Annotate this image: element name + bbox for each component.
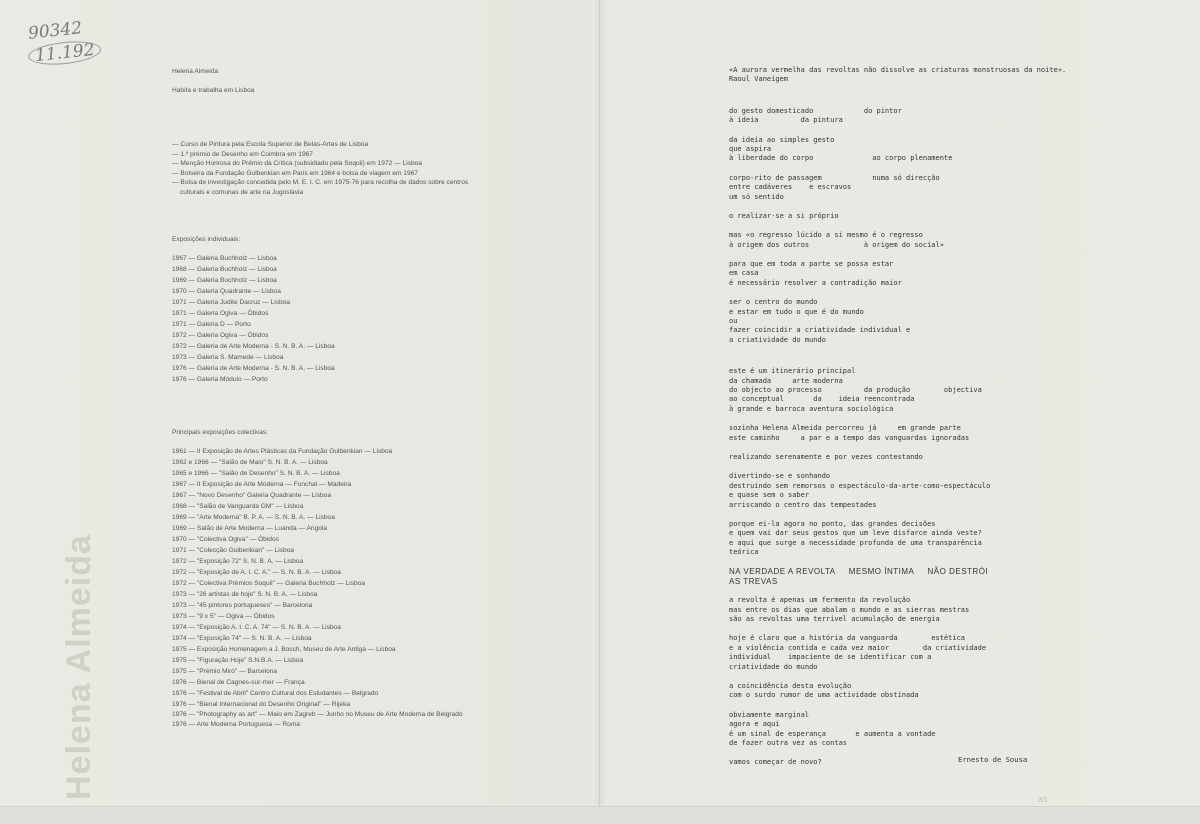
group-exhibitions-list	[172, 446, 472, 731]
group-exhibition: 1976 — Bienal de Cagnes-sur-mer — França	[172, 678, 305, 686]
group-exhibition: 1971 — "Colecção Gulbenkian" — Lisboa	[172, 546, 294, 554]
poem-stanza	[729, 596, 999, 624]
solo-exhibition: 1971 — Galeria Judite Dacruz — Lisboa	[172, 298, 291, 306]
solo-exhibition: 1967 — Galeria Buchholz — Lisboa	[172, 254, 277, 262]
poem-line: à liberdade do corpo ao corpo plenamente	[729, 154, 953, 163]
poem-stanza	[729, 682, 999, 701]
poem-stanza	[729, 453, 999, 462]
poem-line: sozinha Helena Almeida percorreu já em grande parte	[729, 424, 961, 433]
solo-exhibition: 1973 — Galeria S. Mamede — Lisboa	[172, 353, 284, 361]
group-exhibition: 1972 — "Exposição de A. I. C. A." — S. N. B. A. — Lisboa	[172, 568, 341, 576]
poem-stanza	[729, 424, 999, 443]
poem-line: da ideia ao simples gesto	[729, 135, 835, 144]
solo-exhibition: 1971 — Galeria D — Porto	[172, 320, 251, 328]
poem-line: à origem dos outros à origem do social»	[729, 240, 944, 249]
poem-line: à ideia da pintura	[729, 116, 843, 125]
bio-item: — Bolseira da Fundação Gulbenkian em Paris em 1964 e bolsa de viagem em 1967	[172, 169, 418, 177]
group-exhibition: 1973 — "45 pintores portugueses" — Barcelona	[172, 601, 313, 609]
poem-stanza	[729, 298, 999, 345]
show-through-text: Helena Almeida	[60, 534, 98, 800]
group-exhibition: 1976 — Arte Moderna Portuguesa — Roma	[172, 721, 300, 729]
poem-line: e estar em tudo o que é do mundo	[729, 307, 864, 316]
poem-line: do gesto domesticado do pintor	[729, 106, 902, 115]
group-exhibition: 1973 — "26 artistas de hoje" S. N. B. A. — Lisboa	[172, 590, 318, 598]
poem-line: entre cadáveres e escravos	[729, 183, 852, 192]
poem-line: é um sinal de esperança e aumenta a vontade	[729, 729, 936, 738]
group-exhibition: 1975 — Exposição Homenagem a J. Bosch, Museu de Arte Antiga — Lisboa	[172, 645, 396, 653]
group-exhibition: 1974 — "Exposição 74" — S. N. B. A. — Lisboa	[172, 634, 312, 642]
poem-line: em casa	[729, 269, 759, 278]
handwritten-circled-number: 11.192	[27, 38, 102, 68]
poem-line: que aspira	[729, 144, 772, 153]
poem-line: agora e aqui	[729, 720, 780, 729]
solo-exhibition: 1972 — Galeria de Arte Moderna - S. N. B. A. — Lisboa	[172, 342, 335, 350]
artist-name: Helena Almeida	[172, 68, 219, 75]
poem-stanza	[729, 367, 999, 414]
poem-stanza	[729, 260, 999, 288]
group-exhibition: 1973 — "9 x 5" — Ogiva — Óbidos	[172, 612, 275, 620]
poem-line: porque ei-la agora no ponto, das grandes decisões	[729, 519, 936, 528]
poem-line-emphasis: AS TREVAS	[729, 576, 778, 586]
poem-line: à grande e barroca aventura sociológica	[729, 404, 894, 413]
poem-line: com o surdo rumor de uma actividade obstinada	[729, 691, 919, 700]
group-exhibition: 1968 — "Salão de Vanguarda GM" — Lisboa	[172, 502, 304, 510]
poem-line: são as revoltas uma terrível acumulação de energia	[729, 615, 940, 624]
group-exhibition: 1967 — "Novo Desenho" Galeria Quadrante — Lisboa	[172, 491, 331, 499]
poem-stanza	[729, 107, 999, 126]
poem-line: mas entre os dias que abalam o mundo e as sierras mestras	[729, 605, 970, 614]
solo-exhibitions-list	[172, 253, 472, 385]
group-exhibition: 1976 — "Festival de Abril" Centro Cultural dos Estudantes — Belgrado	[172, 689, 379, 697]
poem-line: individual impaciente de se identificar com a	[729, 653, 932, 662]
group-exhibition: 1974 — "Exposição A. I. C. A. 74" — S. N. B. A. — Lisboa	[172, 623, 341, 631]
poem-line: este caminho a par e a tempo das vanguardas ignoradas	[729, 433, 970, 442]
group-exhibition: 1967 — II Exposição de Arte Moderna — Funchal — Madeira	[172, 480, 352, 488]
poem-line: mas «o regresso lúcido a si mesmo é o regresso	[729, 231, 923, 240]
group-exhibition: 1961 — II Exposição de Artes Plásticas da Fundação Gulbenkian — Lisboa	[172, 447, 393, 455]
poem-stanza	[729, 231, 999, 250]
poem-line: ou	[729, 317, 738, 326]
poem-line: a revolta é apenas um fermento da revolução	[729, 596, 911, 605]
poem-stanza	[729, 711, 999, 749]
poem-line: para que em toda a parte se possa estar	[729, 260, 894, 269]
poem-line: e quem vai dar seus gestos que um leve disfarce ainda veste?	[729, 529, 982, 538]
solo-exhibition: 1969 — Galeria Buchholz — Lisboa	[172, 276, 277, 284]
poem-line: do objecto ao processo da produção objectiva	[729, 385, 982, 394]
poem-line: e a violência contida e cada vez maior da criatividade	[729, 643, 987, 652]
center-fold	[599, 0, 600, 823]
bio-item: — Menção Honrosa do Prémio da Crítica (subsidiado pela Soquil) em 1972 — Lisboa	[172, 160, 422, 168]
poem-line: obviamente marginal	[729, 710, 810, 719]
poem-line: é necessário resolver a contradição maior	[729, 278, 902, 287]
poem-line-emphasis: NA VERDADE A REVOLTA MESMO ÍNTIMA NÃO DESTRÓI	[729, 567, 989, 577]
poem-stanza	[729, 136, 999, 164]
poem-line: e aqui que surge a necessidade profunda de uma transparência	[729, 538, 982, 547]
group-exhibitions-heading: Principais exposições colectivas:	[172, 428, 269, 436]
poem-line: criatividade do mundo	[729, 662, 818, 671]
handwritten-inventory-notes	[27, 18, 101, 67]
solo-exhibition: 1971 — Galeria Ogiva — Óbidos	[172, 309, 269, 317]
group-exhibition: 1975 — "Figuração Hoje" S.N.B.A. — Lisboa	[172, 656, 304, 664]
poem-stanza	[729, 212, 999, 221]
poem-line: um só sentido	[729, 192, 784, 201]
poem-stanza	[729, 520, 999, 558]
poem-stanza	[729, 174, 999, 202]
poem-line: da chamada arte moderna	[729, 376, 843, 385]
poem-line: destruindo sem remorsos o espectáculo-da-arte-como-espectáculo	[729, 481, 991, 490]
group-exhibition: 1969 — Salão de Arte Moderna — Luanda — Angola	[172, 524, 328, 532]
bio-item: — Curso de Pintura pela Escola Superior de Belas-Artes de Lisboa	[172, 141, 369, 148]
group-exhibition: 1965 e 1966 — "Salão de Desenho" S. N. B. A. — Lisboa	[172, 469, 340, 477]
group-exhibition: 1972 — "Colectiva Prémios Soquil" — Galeria Buchholz — Lisboa	[172, 579, 366, 587]
right-page	[729, 66, 1067, 768]
poem-line: teórica	[729, 548, 759, 557]
poem-line: a coincidência desta evolução	[729, 681, 852, 690]
group-exhibition: 1976 — "Photography as art" — Maio em Zagreb — Junho no Museu de Arte Moderna de Belgrado	[172, 710, 463, 718]
author-signature: Ernesto de Sousa	[958, 755, 1028, 764]
poem-stanza	[729, 472, 999, 510]
bio-item: — Bolsa de investigação concedida pelo M. E. I. C. em 1975-76 para recolha de dados sobre centros culturais e comunas de arte na Jugoslávia	[172, 179, 469, 196]
page-marks: 3/1	[1038, 797, 1048, 804]
poem-line: corpo-rito de passagem numa só direcção	[729, 173, 940, 182]
poem-line: divertindo-se e sonhando	[729, 472, 831, 481]
handwritten-number: 90342	[27, 18, 84, 44]
poem-line: e quase sem o saber	[729, 491, 810, 500]
left-page	[172, 66, 472, 730]
poem-line: hoje é claro que a história da vanguarda estética	[729, 634, 966, 643]
solo-exhibition: 1972 — Galeria Ogiva — Óbidos	[172, 331, 269, 339]
solo-exhibition: 1976 — Galeria de Arte Moderna - S. N. B. A. — Lisboa	[172, 364, 335, 372]
group-exhibition: 1969 — "Arte Moderna" B. P. A. — S. N. B. A. — Lisboa	[172, 513, 335, 521]
epigraph-quote: «A aurora vermelha das revoltas não dissolve as criaturas monstruosas da noite».	[729, 66, 1067, 74]
epigraph-author: Raoul Vaneigem	[729, 75, 789, 84]
poem-line: realizando serenamente e por vezes contestando	[729, 452, 923, 461]
poem-line: ao conceptual da ideia reencontrada	[729, 395, 915, 404]
artist-residence: Habita e trabalha em Lisboa	[172, 87, 255, 94]
group-exhibition: 1975 — "Prémio Miró" — Barcelona	[172, 667, 278, 675]
poem-line: o realizar-se a si próprio	[729, 211, 839, 220]
solo-exhibition: 1970 — Galeria Quadrante — Lisboa	[172, 287, 281, 295]
bio-list	[172, 140, 472, 198]
group-exhibition: 1972 — "Exposição 72" S. N. B. A. — Lisboa	[172, 557, 304, 565]
poem-emphasis	[729, 567, 999, 586]
poem-line: a criatividade do mundo	[729, 335, 826, 344]
poem-line: vamos começar de novo?	[729, 758, 822, 767]
group-exhibition: 1970 — "Colectiva Ogiva" — Óbidos	[172, 535, 279, 543]
poem-line: fazer coincidir a criatividade individual e	[729, 326, 911, 335]
group-exhibition: 1976 — "Bienal Internacional do Desenho Original" — Rijeka	[172, 700, 351, 708]
group-exhibition: 1962 e 1966 — "Salão de Maio" S. N. B. A. — Lisboa	[172, 458, 328, 466]
solo-exhibition: 1976 — Galeria Módulo — Porto	[172, 375, 268, 383]
paper-bottom-edge	[0, 806, 1200, 824]
solo-exhibitions-heading: Exposições individuais:	[172, 235, 241, 243]
poem-stanza	[729, 634, 999, 672]
solo-exhibition: 1968 — Galeria Buchholz — Lisboa	[172, 265, 277, 273]
bio-item: — 1.º prémio de Desenho em Coimbra em 1967	[172, 150, 313, 158]
poem-line: de fazer outra vez as contas	[729, 738, 848, 747]
poem-line: arriscando o centro das tempestades	[729, 500, 877, 509]
poem-line: ser o centro do mundo	[729, 298, 818, 307]
poem-line: este é um itinerário principal	[729, 367, 856, 376]
